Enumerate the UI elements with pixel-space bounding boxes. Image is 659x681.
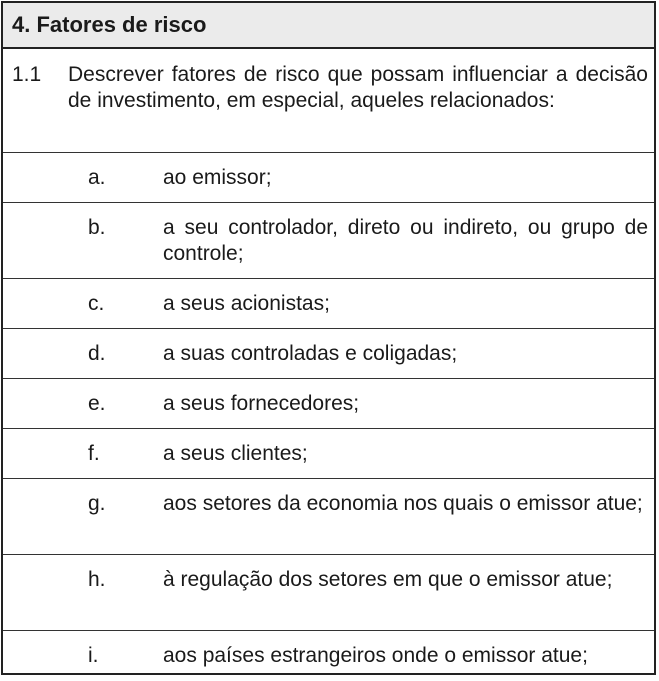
item-text: a seu controlador, direto ou indireto, ou grupo de controle; [163,216,648,265]
list-item [3,379,654,429]
item-text: à regulação dos setores em que o emissor atue; [163,568,613,591]
risk-factors-table [1,1,656,675]
item-text: a seus clientes; [163,442,308,465]
item-letter: b. [88,216,106,239]
list-item [3,153,654,203]
item-letter: e. [88,392,106,415]
item-letter: c. [88,292,105,315]
item-letter: h. [88,568,106,591]
intro-text: Descrever fatores de risco que possam influenciar a decisão de investimento, em especial, aqueles relacionados: [68,63,648,112]
list-item [3,429,654,479]
list-item [3,203,654,279]
intro-row [3,49,654,153]
item-text: aos setores da economia nos quais o emissor atue; [163,492,643,515]
item-letter: f. [88,442,100,465]
item-text: a seus acionistas; [163,292,330,315]
list-item [3,631,654,681]
section-title: 4. Fatores de risco [12,12,207,37]
item-letter: i. [88,644,99,667]
list-item [3,279,654,329]
item-text: a suas controladas e coligadas; [163,342,458,365]
item-letter: a. [88,166,106,189]
item-text: aos países estrangeiros onde o emissor atue; [163,644,588,667]
list-item [3,555,654,631]
section-header [3,3,654,49]
intro-number: 1.1 [12,63,42,86]
item-letter: d. [88,342,106,365]
item-letter: g. [88,492,106,515]
list-item [3,479,654,555]
list-item [3,329,654,379]
item-text: a seus fornecedores; [163,392,360,415]
item-text: ao emissor; [163,166,272,189]
